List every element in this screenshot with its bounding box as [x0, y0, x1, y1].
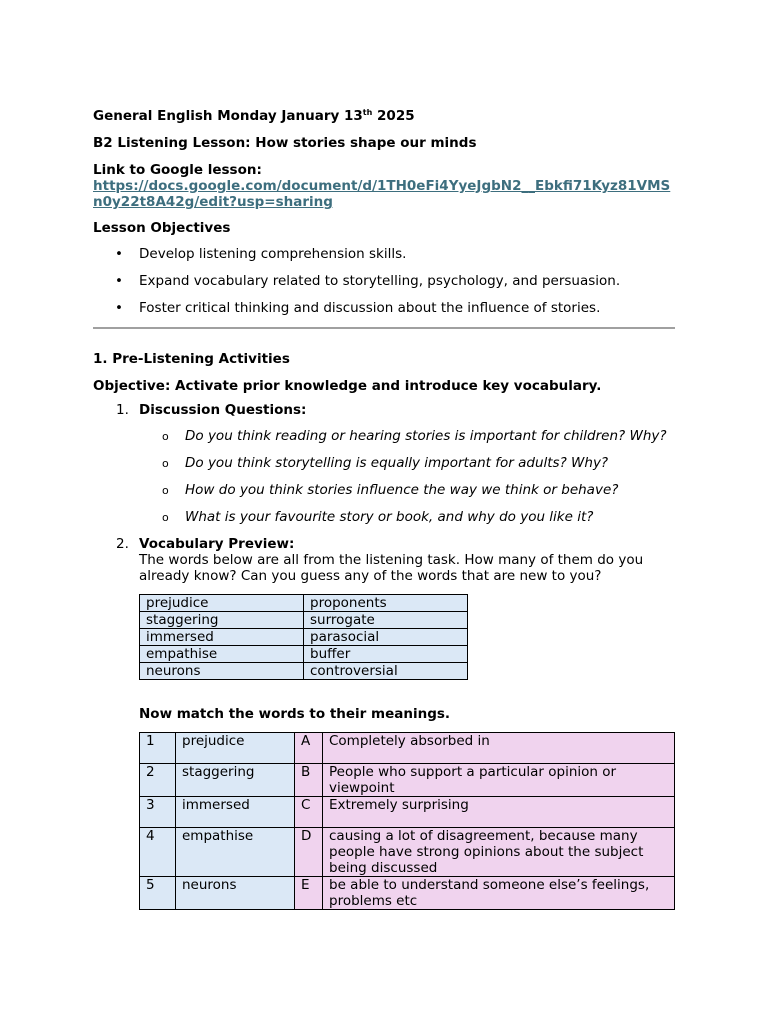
- match-number: 3: [140, 797, 176, 828]
- vocab-cell: empathise: [140, 646, 304, 663]
- vocab-intro: The words below are all from the listening task. How many of them do you already know? Can you guess any of the words that are new to you?: [139, 552, 644, 584]
- objective-item: • Foster critical thinking and discussion about the influence of stories.: [93, 300, 675, 316]
- matching-table: [139, 732, 675, 910]
- question-item: o What is your favourite story or book, and why do you like it?: [139, 509, 675, 525]
- vocab-cell: immersed: [140, 629, 304, 646]
- section-heading: 1. Pre-Listening Activities: [93, 351, 290, 367]
- match-letter: A: [295, 733, 323, 764]
- step-number: 2.: [116, 536, 129, 552]
- objective-item: • Expand vocabulary related to storytelling, psychology, and persuasion.: [93, 273, 675, 289]
- match-number: 2: [140, 764, 176, 797]
- match-meaning: People who support a particular opinion or viewpoint: [323, 764, 675, 797]
- question-item: o Do you think reading or hearing stories is important for children? Why?: [139, 428, 675, 444]
- match-number: 5: [140, 877, 176, 910]
- match-word: immersed: [176, 797, 295, 828]
- horizontal-divider: [93, 327, 675, 329]
- table-row: [140, 797, 675, 828]
- vocab-cell: parasocial: [304, 629, 468, 646]
- objective-item: • Develop listening comprehension skills.: [93, 246, 675, 262]
- match-letter: D: [295, 828, 323, 877]
- table-row: [140, 612, 468, 629]
- step-discussion: [93, 402, 675, 525]
- match-meaning: be able to understand someone else’s feelings, problems etc: [323, 877, 675, 910]
- vocab-cell: buffer: [304, 646, 468, 663]
- discussion-questions: [139, 428, 675, 525]
- title-text: General English Monday January 13: [93, 108, 363, 124]
- match-letter: E: [295, 877, 323, 910]
- vocab-cell: neurons: [140, 663, 304, 680]
- step-label: Discussion Questions:: [139, 402, 307, 418]
- activity-steps: [93, 402, 675, 910]
- lesson-title: B2 Listening Lesson: How stories shape our minds: [93, 135, 477, 151]
- question-item: o Do you think storytelling is equally important for adults? Why?: [139, 455, 675, 471]
- google-lesson-link[interactable]: https://docs.google.com/document/d/1TH0eFi4YyeJgbN2__Ebkfi71Kyz81VMSn0y22t8A42g/edit?usp=sharing: [93, 178, 671, 210]
- objectives-list: [93, 246, 675, 316]
- vocab-cell: controversial: [304, 663, 468, 680]
- match-number: 1: [140, 733, 176, 764]
- objectives-heading: Lesson Objectives: [93, 220, 231, 236]
- match-word: staggering: [176, 764, 295, 797]
- match-instruction: Now match the words to their meanings.: [139, 706, 451, 722]
- match-letter: B: [295, 764, 323, 797]
- table-row: [140, 646, 468, 663]
- match-letter: C: [295, 797, 323, 828]
- vocab-cell: proponents: [304, 595, 468, 612]
- table-row: [140, 877, 675, 910]
- step-label: Vocabulary Preview:: [139, 536, 295, 552]
- question-item: o How do you think stories influence the way we think or behave?: [139, 482, 675, 498]
- document-page: [93, 108, 675, 910]
- vocab-cell: prejudice: [140, 595, 304, 612]
- match-number: 4: [140, 828, 176, 877]
- vocab-table: [139, 594, 468, 680]
- table-row: [140, 595, 468, 612]
- step-vocabulary: [93, 536, 675, 910]
- match-meaning: Completely absorbed in: [323, 733, 675, 764]
- match-word: empathise: [176, 828, 295, 877]
- table-row: [140, 733, 675, 764]
- title-superscript: th: [362, 108, 373, 117]
- table-row: [140, 663, 468, 680]
- link-label: Link to Google lesson:: [93, 162, 262, 178]
- page-title: [93, 108, 675, 124]
- vocab-cell: surrogate: [304, 612, 468, 629]
- title-year: 2025: [372, 108, 415, 124]
- table-row: [140, 828, 675, 877]
- match-meaning: Extremely surprising: [323, 797, 675, 828]
- match-meaning: causing a lot of disagreement, because many people have strong opinions about the subject being discussed: [323, 828, 675, 877]
- step-number: 1.: [116, 402, 129, 418]
- table-row: [140, 629, 468, 646]
- table-row: [140, 764, 675, 797]
- match-word: neurons: [176, 877, 295, 910]
- section-objective: Objective: Activate prior knowledge and introduce key vocabulary.: [93, 378, 602, 394]
- match-word: prejudice: [176, 733, 295, 764]
- vocab-cell: staggering: [140, 612, 304, 629]
